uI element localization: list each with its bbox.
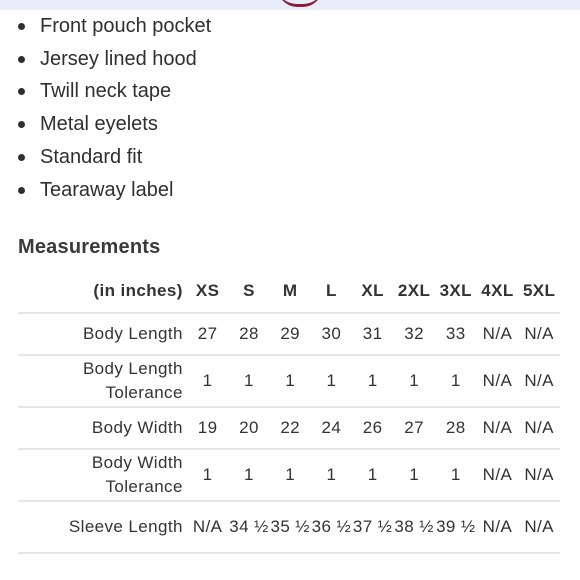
column-header-size: XS <box>195 281 220 300</box>
table-row <box>18 313 560 355</box>
table-cell: 27 <box>393 407 435 449</box>
column-header-size: XL <box>361 281 384 300</box>
list-item <box>18 108 211 141</box>
list-item <box>18 174 211 207</box>
table-cell: N/A <box>477 501 519 553</box>
top-banner <box>0 0 580 10</box>
feature-list <box>18 10 211 207</box>
table-cell: 29 <box>270 313 311 355</box>
table-cell: 1 <box>352 355 393 407</box>
row-label: Body Width <box>18 407 187 449</box>
table-row <box>18 501 560 553</box>
table-cell: 33 <box>435 313 477 355</box>
bullet-icon <box>18 121 25 128</box>
table-cell: 1 <box>435 355 477 407</box>
table-cell: 1 <box>228 449 269 501</box>
table-cell: 1 <box>352 449 393 501</box>
row-label: Body Length <box>18 313 187 355</box>
table-cell: 1 <box>187 449 229 501</box>
column-header-size: 3XL <box>439 281 472 300</box>
table-cell: N/A <box>477 313 519 355</box>
column-header-size: 5XL <box>522 281 556 300</box>
bullet-icon <box>18 23 25 30</box>
bullet-icon <box>18 56 25 63</box>
feature-text: Front pouch pocket <box>40 14 212 37</box>
table-cell: 1 <box>311 449 352 501</box>
logo-arc-icon <box>278 0 322 7</box>
list-item <box>18 141 211 174</box>
table-row <box>18 449 560 501</box>
section-title: Measurements <box>18 236 161 258</box>
table-cell: N/A <box>518 407 560 449</box>
table-cell: 1 <box>270 355 311 407</box>
feature-text: Standard fit <box>40 146 143 169</box>
table-cell: N/A <box>518 501 560 553</box>
bullet-icon <box>18 187 25 194</box>
measurements-table <box>18 270 560 554</box>
table-cell: 19 <box>187 407 229 449</box>
table-cell: 1 <box>435 449 477 501</box>
table-cell: 39 ½ <box>435 501 477 553</box>
row-label: Body Width Tolerance <box>18 449 187 501</box>
column-header-unit: (in inches) <box>93 281 183 300</box>
table-cell: 36 ½ <box>311 501 352 553</box>
table-cell: 35 ½ <box>270 501 311 553</box>
table-cell: 27 <box>187 313 229 355</box>
table-row <box>18 355 560 407</box>
table-cell: N/A <box>477 449 519 501</box>
table-cell: N/A <box>518 313 560 355</box>
table-cell: 1 <box>270 449 311 501</box>
column-header-size: 2XL <box>397 281 431 300</box>
table-cell: N/A <box>477 407 519 449</box>
column-header-size: L <box>325 281 337 300</box>
table-cell: 24 <box>311 407 352 449</box>
table-row <box>18 407 560 449</box>
table-cell: 1 <box>311 355 352 407</box>
list-item <box>18 76 211 109</box>
table-cell: 1 <box>393 449 435 501</box>
table-cell: 20 <box>228 407 269 449</box>
column-header-size: M <box>282 281 298 300</box>
list-item <box>18 43 211 76</box>
table-cell: 37 ½ <box>352 501 393 553</box>
bullet-icon <box>18 154 25 161</box>
table-cell: N/A <box>518 355 560 407</box>
table-cell: 34 ½ <box>228 501 269 553</box>
row-label: Body Length Tolerance <box>18 355 187 407</box>
list-item <box>18 10 211 43</box>
table-cell: 28 <box>228 313 269 355</box>
table-header-row <box>18 270 560 313</box>
column-header-size: S <box>243 281 255 300</box>
table-cell: 31 <box>352 313 393 355</box>
table-cell: 1 <box>228 355 269 407</box>
bullet-icon <box>18 88 25 95</box>
column-header-size: 4XL <box>481 281 514 300</box>
row-label: Sleeve Length <box>18 501 187 553</box>
table-cell: 1 <box>393 355 435 407</box>
table-cell: 38 ½ <box>393 501 435 553</box>
feature-text: Metal eyelets <box>40 113 158 136</box>
table-cell: N/A <box>518 449 560 501</box>
table-cell: N/A <box>477 355 519 407</box>
table-cell: 28 <box>435 407 477 449</box>
feature-text: Jersey lined hood <box>40 47 197 70</box>
table-cell: 26 <box>352 407 393 449</box>
feature-text: Tearaway label <box>40 178 174 201</box>
table-cell: 30 <box>311 313 352 355</box>
feature-text: Twill neck tape <box>40 80 172 103</box>
table-cell: N/A <box>187 501 229 553</box>
table-cell: 1 <box>187 355 229 407</box>
table-cell: 32 <box>393 313 435 355</box>
table-cell: 22 <box>270 407 311 449</box>
